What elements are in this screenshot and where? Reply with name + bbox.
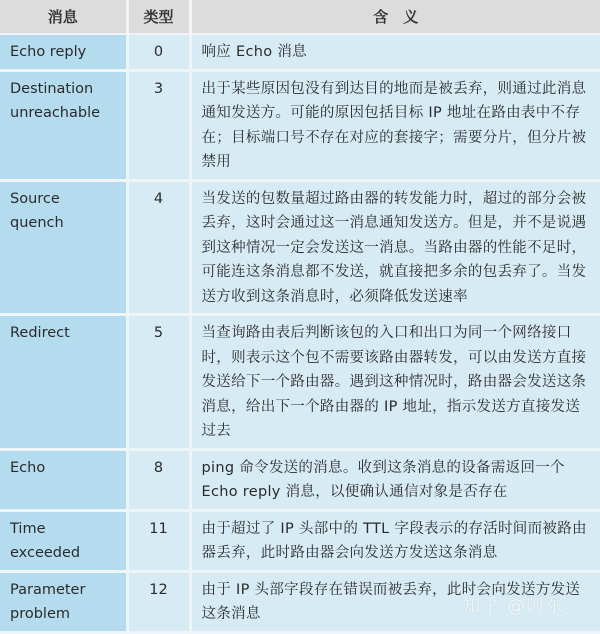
table-row	[0, 510, 600, 571]
table-header-row	[0, 0, 600, 34]
cell-meaning: 由于超过了 IP 头部中的 TTL 字段表示的存活时间而被路由器丢弃，此时路由器会向发送方发送这条消息	[190, 510, 600, 571]
cell-name: Source quench	[0, 180, 127, 315]
cell-name: Echo	[0, 449, 127, 510]
cell-type: 5	[127, 315, 190, 450]
cell-type: 8	[127, 449, 190, 510]
cell-meaning: 当发送的包数量超过路由器的转发能力时，超过的部分会被丢弃，这时会通过这一消息通知发送方。但是，并不是说遇到这种情况一定会发送这一消息。当路由器的性能不足时，可能连这条消息都不发送，就直接把多余的包丢弃了。当发送方收到这条消息时，必须降低发送速率	[190, 180, 600, 315]
cell-name: Time exceeded	[0, 510, 127, 571]
cell-type: 4	[127, 180, 190, 315]
table-row	[0, 180, 600, 315]
cell-name: Parameter problem	[0, 571, 127, 632]
cell-type: 3	[127, 70, 190, 180]
cell-type: 12	[127, 571, 190, 632]
cell-type: 0	[127, 34, 190, 70]
cell-name: Destination unreachable	[0, 70, 127, 180]
cell-type: 11	[127, 510, 190, 571]
header-type: 类型	[127, 0, 190, 34]
table-row	[0, 34, 600, 70]
cell-meaning: ping 命令发送的消息。收到这条消息的设备需返回一个 Echo reply 消息，以便确认通信对象是否存在	[190, 449, 600, 510]
cell-meaning: 响应 Echo 消息	[190, 34, 600, 70]
cell-meaning: 当查询路由表后判断该包的入口和出口为同一个网络接口时，则表示这个包不需要该路由器转发，可以由发送方直接发送给下一个路由器。遇到这种情况时，路由器会发送这条消息，给出下一个路由器的 IP 地址，指示发送方直接发送过去	[190, 315, 600, 450]
header-message: 消息	[0, 0, 127, 34]
cell-meaning: 由于 IP 头部字段存在错误而被丢弃，此时会向发送方发送这条消息	[190, 571, 600, 632]
header-meaning: 含 义	[190, 0, 600, 34]
table-row	[0, 449, 600, 510]
cell-meaning: 出于某些原因包没有到达目的地而是被丢弃，则通过此消息通知发送方。可能的原因包括目标 IP 地址在路由表中不存在；目标端口号不存在对应的套接字；需要分片，但分片被禁用	[190, 70, 600, 180]
cell-name: Redirect	[0, 315, 127, 450]
cell-name: Echo reply	[0, 34, 127, 70]
watermark: 知乎 @阿东	[462, 596, 564, 617]
table-row	[0, 70, 600, 180]
table-row	[0, 315, 600, 450]
